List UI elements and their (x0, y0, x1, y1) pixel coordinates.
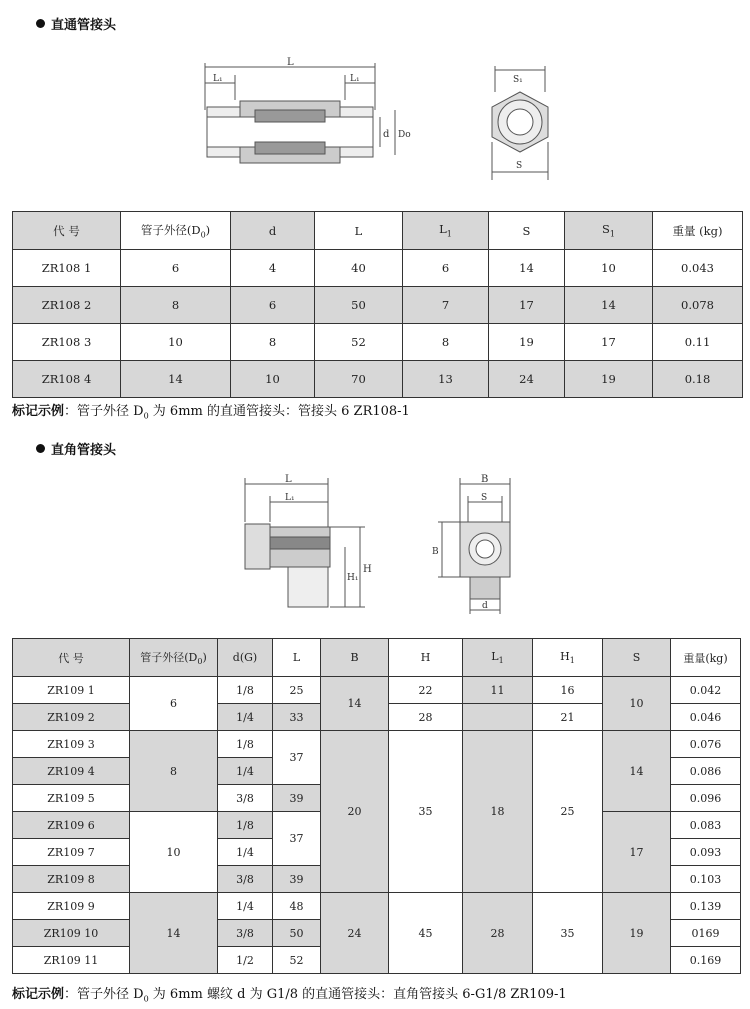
cell: 35 (533, 893, 603, 974)
cell: 50 (315, 287, 403, 324)
cell: 14 (321, 677, 389, 731)
svg-text:L₁: L₁ (285, 493, 295, 503)
cell: 0169 (671, 920, 741, 947)
cell: 40 (315, 250, 403, 287)
svg-text:L: L (285, 474, 292, 485)
table-header-row (13, 639, 741, 677)
table-row (13, 361, 743, 398)
cell: 8 (403, 324, 489, 361)
cell: 19 (489, 324, 565, 361)
header-l1: $L_1$ (403, 212, 489, 250)
header-pipe-od: 管子外径$(D_0)$ (130, 639, 218, 677)
cell: 50 (273, 920, 321, 947)
cell: 0.169 (671, 947, 741, 974)
section1-title: 直通管接头 (36, 14, 116, 33)
cell: 1/4 (218, 839, 273, 866)
elbow-fitting-end-view (430, 472, 520, 617)
svg-text:B: B (432, 547, 439, 557)
cell: 17 (603, 812, 671, 893)
cell: ZR109 1 (13, 677, 130, 704)
header-weight: 重量(kg) (671, 639, 741, 677)
cell: 1/8 (218, 677, 273, 704)
header-l: L (273, 639, 321, 677)
cell: 52 (273, 947, 321, 974)
header-d: d (231, 212, 315, 250)
cell: 1/8 (218, 731, 273, 758)
cell: 0.096 (671, 785, 741, 812)
svg-text:B: B (481, 474, 489, 485)
table-row (13, 677, 741, 704)
cell: 8 (231, 324, 315, 361)
cell: 28 (463, 893, 533, 974)
header-dg: d(G) (218, 639, 273, 677)
cell: ZR109 7 (13, 839, 130, 866)
cell: 28 (389, 704, 463, 731)
cell: 70 (315, 361, 403, 398)
cell: 45 (389, 893, 463, 974)
straight-fitting-side-view (195, 55, 415, 170)
cell: 14 (565, 287, 653, 324)
cell: ZR108 2 (13, 287, 121, 324)
cell: 6 (121, 250, 231, 287)
cell: 8 (130, 731, 218, 812)
svg-text:L: L (287, 57, 294, 68)
cell: 10 (603, 677, 671, 731)
cell: 11 (463, 677, 533, 704)
cell: 6 (130, 677, 218, 731)
svg-text:d: d (383, 129, 390, 140)
cell: 0.086 (671, 758, 741, 785)
header-l: L (315, 212, 403, 250)
cell: 3/8 (218, 866, 273, 893)
svg-text:S: S (481, 493, 488, 503)
cell: 16 (533, 677, 603, 704)
cell: 14 (603, 731, 671, 812)
section2-title: 直角管接头 (36, 439, 116, 458)
header-h1: $H_1$ (533, 639, 603, 677)
cell: 3/8 (218, 785, 273, 812)
header-l1: $L_1$ (463, 639, 533, 677)
cell: 14 (489, 250, 565, 287)
cell: 1/2 (218, 947, 273, 974)
cell: 24 (321, 893, 389, 974)
header-s: S (489, 212, 565, 250)
cell: 19 (603, 893, 671, 974)
table-row (13, 287, 743, 324)
cell: 37 (273, 731, 321, 785)
cell: ZR109 10 (13, 920, 130, 947)
cell: 20 (321, 731, 389, 893)
cell: 39 (273, 866, 321, 893)
header-h: H (389, 639, 463, 677)
table-row (13, 324, 743, 361)
cell: ZR108 3 (13, 324, 121, 361)
header-code: 代 号 (13, 212, 121, 250)
cell: 0.083 (671, 812, 741, 839)
cell: 39 (273, 785, 321, 812)
cell: ZR108 1 (13, 250, 121, 287)
cell: 0.042 (671, 677, 741, 704)
cell: 8 (121, 287, 231, 324)
cell: 14 (130, 893, 218, 974)
svg-text:L₁: L₁ (213, 74, 223, 84)
cell: 35 (389, 731, 463, 893)
svg-text:L₁: L₁ (350, 74, 360, 84)
bullet-icon (36, 19, 45, 28)
cell: ZR109 6 (13, 812, 130, 839)
cell: 10 (231, 361, 315, 398)
cell: 0.076 (671, 731, 741, 758)
straight-fitting-spec-table (12, 211, 743, 398)
cell: 1/8 (218, 812, 273, 839)
cell: ZR108 4 (13, 361, 121, 398)
cell: 1/4 (218, 704, 273, 731)
svg-text:Do: Do (398, 130, 411, 140)
header-s1: $S_1$ (565, 212, 653, 250)
cell: 0.18 (653, 361, 743, 398)
cell: 6 (231, 287, 315, 324)
cell: 22 (389, 677, 463, 704)
cell: 25 (533, 731, 603, 893)
elbow-fitting-side-view (230, 472, 380, 612)
cell: 1/4 (218, 893, 273, 920)
cell: 0.103 (671, 866, 741, 893)
cell: ZR109 8 (13, 866, 130, 893)
cell (463, 704, 533, 731)
cell: 21 (533, 704, 603, 731)
bullet-icon (36, 444, 45, 453)
table-row (13, 893, 741, 920)
cell: 7 (403, 287, 489, 324)
cell: ZR109 9 (13, 893, 130, 920)
cell: 19 (565, 361, 653, 398)
cell: 13 (403, 361, 489, 398)
cell: 18 (463, 731, 533, 893)
svg-text:d: d (482, 601, 488, 611)
cell: 0.078 (653, 287, 743, 324)
svg-text:H₁: H₁ (347, 573, 359, 583)
svg-text:S₁: S₁ (513, 75, 523, 85)
cell: 10 (121, 324, 231, 361)
cell: ZR109 4 (13, 758, 130, 785)
cell: 33 (273, 704, 321, 731)
section2-note: 标记示例：管子外径 $D_0$ 为 6mm 螺纹 d 为 G1/8 的直通管接头：直角管接头 6-G1/8 ZR109-1 (12, 987, 567, 1004)
cell: ZR109 3 (13, 731, 130, 758)
cell: 10 (130, 812, 218, 893)
svg-text:H: H (363, 564, 372, 575)
cell: 0.043 (653, 250, 743, 287)
header-pipe-od: 管子外径$(D_0)$ (121, 212, 231, 250)
section1-note: 标记示例：管子外径 $D_0$ 为 6mm 的直通管接头：管接头 6 ZR108-1 (12, 404, 410, 421)
header-weight: 重量 (kg) (653, 212, 743, 250)
table-header-row (13, 212, 743, 250)
straight-fitting-end-view (480, 62, 560, 187)
cell: 10 (565, 250, 653, 287)
header-b: B (321, 639, 389, 677)
cell: 0.139 (671, 893, 741, 920)
cell: 0.093 (671, 839, 741, 866)
cell: 1/4 (218, 758, 273, 785)
cell: ZR109 11 (13, 947, 130, 974)
cell: 24 (489, 361, 565, 398)
header-code: 代 号 (13, 639, 130, 677)
header-s: S (603, 639, 671, 677)
cell: 0.11 (653, 324, 743, 361)
cell: 6 (403, 250, 489, 287)
elbow-fitting-spec-table (12, 638, 741, 974)
cell: 17 (565, 324, 653, 361)
cell: 0.046 (671, 704, 741, 731)
table-row (13, 250, 743, 287)
cell: ZR109 2 (13, 704, 130, 731)
cell: 37 (273, 812, 321, 866)
svg-text:S: S (516, 161, 523, 171)
cell: 14 (121, 361, 231, 398)
cell: 17 (489, 287, 565, 324)
cell: 48 (273, 893, 321, 920)
cell: 4 (231, 250, 315, 287)
table-row (13, 731, 741, 758)
cell: 52 (315, 324, 403, 361)
cell: 3/8 (218, 920, 273, 947)
cell: ZR109 5 (13, 785, 130, 812)
cell: 25 (273, 677, 321, 704)
